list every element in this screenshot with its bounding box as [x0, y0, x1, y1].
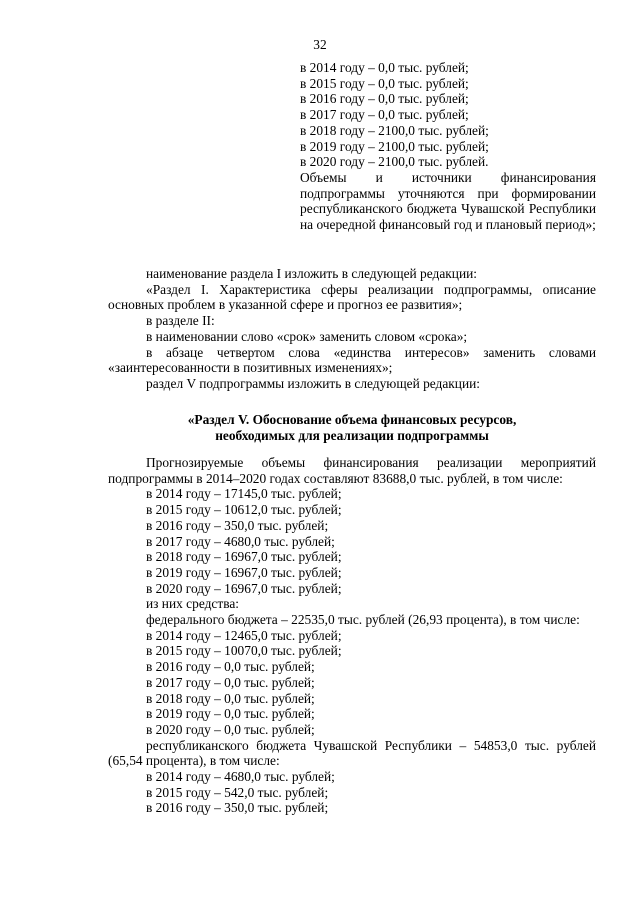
amendment-paragraph: в разделе II:: [146, 313, 215, 329]
section-heading-line: «Раздел V. Обоснование объема финансовых ресурсов,: [187, 412, 517, 427]
amendment-paragraph: в абзаце четвертом слова «единства интересов» заменить словами «заинтересованности в позитивных изменениях»;: [108, 344, 596, 376]
section-heading-line: необходимых для реализации подпрограммы: [215, 427, 489, 443]
total-year-line: в 2015 году – 10612,0 тыс. рублей;: [146, 502, 342, 518]
republican-year-line: в 2015 году – 542,0 тыс. рублей;: [146, 784, 329, 800]
funding-summary-column: [300, 60, 596, 233]
amendments-block: [108, 266, 596, 392]
total-year-line: в 2019 году – 16967,0 тыс. рублей;: [146, 564, 342, 580]
federal-year-line: в 2016 году – 0,0 тыс. рублей;: [146, 659, 315, 675]
total-year-line: в 2017 году – 4680,0 тыс. рублей;: [146, 533, 335, 549]
federal-year-line: в 2017 году – 0,0 тыс. рублей;: [146, 674, 315, 690]
federal-budget-paragraph: федерального бюджета – 22535,0 тыс. рублей (26,93 процента), в том числе:: [146, 612, 580, 628]
funding-line: в 2019 году – 2100,0 тыс. рублей;: [300, 138, 489, 154]
section-body: [108, 455, 596, 816]
amendment-paragraph: в наименовании слово «срок» заменить словом «срока»;: [146, 328, 468, 344]
of-which-line: из них средства:: [146, 596, 240, 612]
republican-budget-paragraph: республиканского бюджета Чувашской Республики – 54853,0 тыс. рублей (65,54 процента), в том числе:: [108, 737, 596, 769]
funding-line: в 2016 году – 0,0 тыс. рублей;: [300, 91, 469, 107]
amendment-paragraph: наименование раздела I изложить в следующей редакции:: [146, 266, 477, 281]
federal-year-line: в 2015 году – 10070,0 тыс. рублей;: [146, 643, 342, 659]
intro-paragraph: Прогнозируемые объемы финансирования реализации мероприятий подпрограммы в 2014–2020 годах составляют 83688,0 тыс. рублей, в том числе:: [108, 455, 596, 486]
amendment-paragraph: раздел V подпрограммы изложить в следующей редакции:: [146, 375, 481, 391]
total-year-line: в 2016 году – 350,0 тыс. рублей;: [146, 517, 329, 533]
republican-year-line: в 2016 году – 350,0 тыс. рублей;: [146, 800, 329, 816]
total-year-line: в 2020 году – 16967,0 тыс. рублей;: [146, 580, 342, 596]
total-year-line: в 2014 году – 17145,0 тыс. рублей;: [146, 486, 342, 502]
federal-year-line: в 2020 году – 0,0 тыс. рублей;: [146, 721, 315, 737]
funding-line: в 2017 году – 0,0 тыс. рублей;: [300, 107, 469, 123]
section-heading: [108, 412, 596, 443]
page-number: 32: [313, 37, 327, 52]
total-year-line: в 2018 году – 16967,0 тыс. рублей;: [146, 549, 342, 565]
funding-line: в 2018 году – 2100,0 тыс. рублей;: [300, 122, 489, 138]
federal-year-line: в 2018 году – 0,0 тыс. рублей;: [146, 690, 315, 706]
funding-line: в 2020 году – 2100,0 тыс. рублей.: [300, 154, 489, 170]
funding-line: в 2014 году – 0,0 тыс. рублей;: [300, 60, 469, 75]
republican-year-line: в 2014 году – 4680,0 тыс. рублей;: [146, 769, 335, 785]
federal-year-line: в 2014 году – 12465,0 тыс. рублей;: [146, 627, 342, 643]
federal-year-line: в 2019 году – 0,0 тыс. рублей;: [146, 706, 315, 722]
funding-line: в 2015 году – 0,0 тыс. рублей;: [300, 75, 469, 91]
amendment-paragraph: «Раздел I. Характеристика сферы реализации подпрограммы, описание основных проблем в указанной сфере и прогноз ее развития»;: [108, 281, 596, 313]
funding-note: Объемы и источники финансирования подпрограммы уточняются при формировании республиканского бюджета Чувашской Республики на очередной финансовый год и плановый период»;: [300, 169, 596, 233]
